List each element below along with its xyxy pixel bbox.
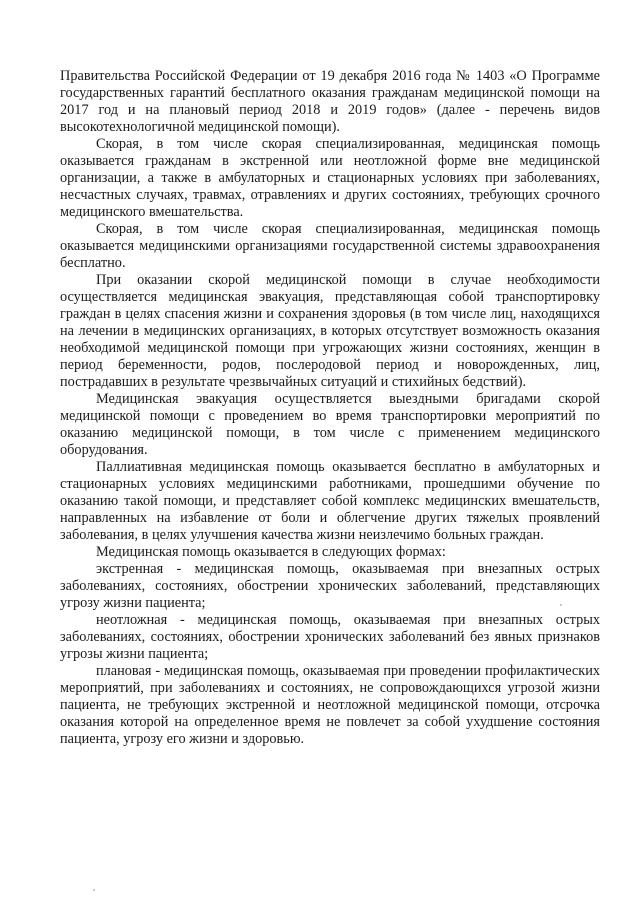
paragraph-continuation: Правительства Российской Федерации от 19 декабря 2016 года № 1403 «О Программе государственных гарантий бесплатного оказания гражданам медицинской помощи на 2017 год и на плановый период 2018 и 2019 годов» (далее - перечень видов высокотехнологичной медицинской помощи). [60,68,600,135]
document-body [60,68,600,748]
paragraph-emergency-care-free: Скорая, в том числе скорая специализированная, медицинская помощь оказывается медицинскими организациями государственной системы здравоохранения бесплатно. [60,221,600,271]
paragraph-emergency-care-definition: Скорая, в том числе скорая специализированная, медицинская помощь оказывается гражданам в экстренной или неотложной форме вне медицинской организации, а также в амбулаторных и стационарных условиях при заболеваниях, несчастных случаях, травмах, отравлениях и других состояниях, требующих срочного медицинского вмешательства. [60,136,600,220]
scan-speck [93,889,95,891]
scan-speck [560,604,562,606]
paragraph-palliative-care: Паллиативная медицинская помощь оказывается бесплатно в амбулаторных и стационарных условиях медицинскими работниками, прошедшими обучение по оказанию такой помощи, и представляет собой комплекс медицинских вмешательств, направленных на избавление от боли и облегчение других тяжелых проявлений заболевания, в целях улучшения качества жизни неизлечимо больных граждан. [60,459,600,543]
paragraph-form-urgent: неотложная - медицинская помощь, оказываемая при внезапных острых заболеваниях, состояниях, обострении хронических заболеваний без явных признаков угрозы жизни пациента; [60,612,600,662]
paragraph-medical-evacuation: При оказании скорой медицинской помощи в случае необходимости осуществляется медицинская эвакуация, представляющая собой транспортировку граждан в целях спасения жизни и сохранения здоровья (в том числе лиц, находящихся на лечении в медицинских организациях, в которых отсутствует возможность оказания необходимой медицинской помощи при угрожающих жизни состояниях, женщин в период беременности, родов, послеродовой период и новорожденных, лиц, пострадавших в результате чрезвычайных ситуаций и стихийных бедствий). [60,272,600,390]
paragraph-form-planned: плановая - медицинская помощь, оказываемая при проведении профилактических мероприятий, при заболеваниях и состояниях, не сопровождающихся угрозой жизни пациента, не требующих экстренной и неотложной медицинской помощи, отсрочка оказания которой на определенное время не повлечет за собой ухудшение состояния пациента, угрозу его жизни и здоровью. [60,663,600,747]
paragraph-form-emergency: экстренная - медицинская помощь, оказываемая при внезапных острых заболеваниях, состояниях, обострении хронических заболеваний, представляющих угрозу жизни пациента; [60,561,600,611]
paragraph-care-forms-intro: Медицинская помощь оказывается в следующих формах: [96,544,446,560]
paragraph-evacuation-teams: Медицинская эвакуация осуществляется выездными бригадами скорой медицинской помощи с проведением во время транспортировки мероприятий по оказанию медицинской помощи, в том числе с применением медицинского оборудования. [60,391,600,458]
